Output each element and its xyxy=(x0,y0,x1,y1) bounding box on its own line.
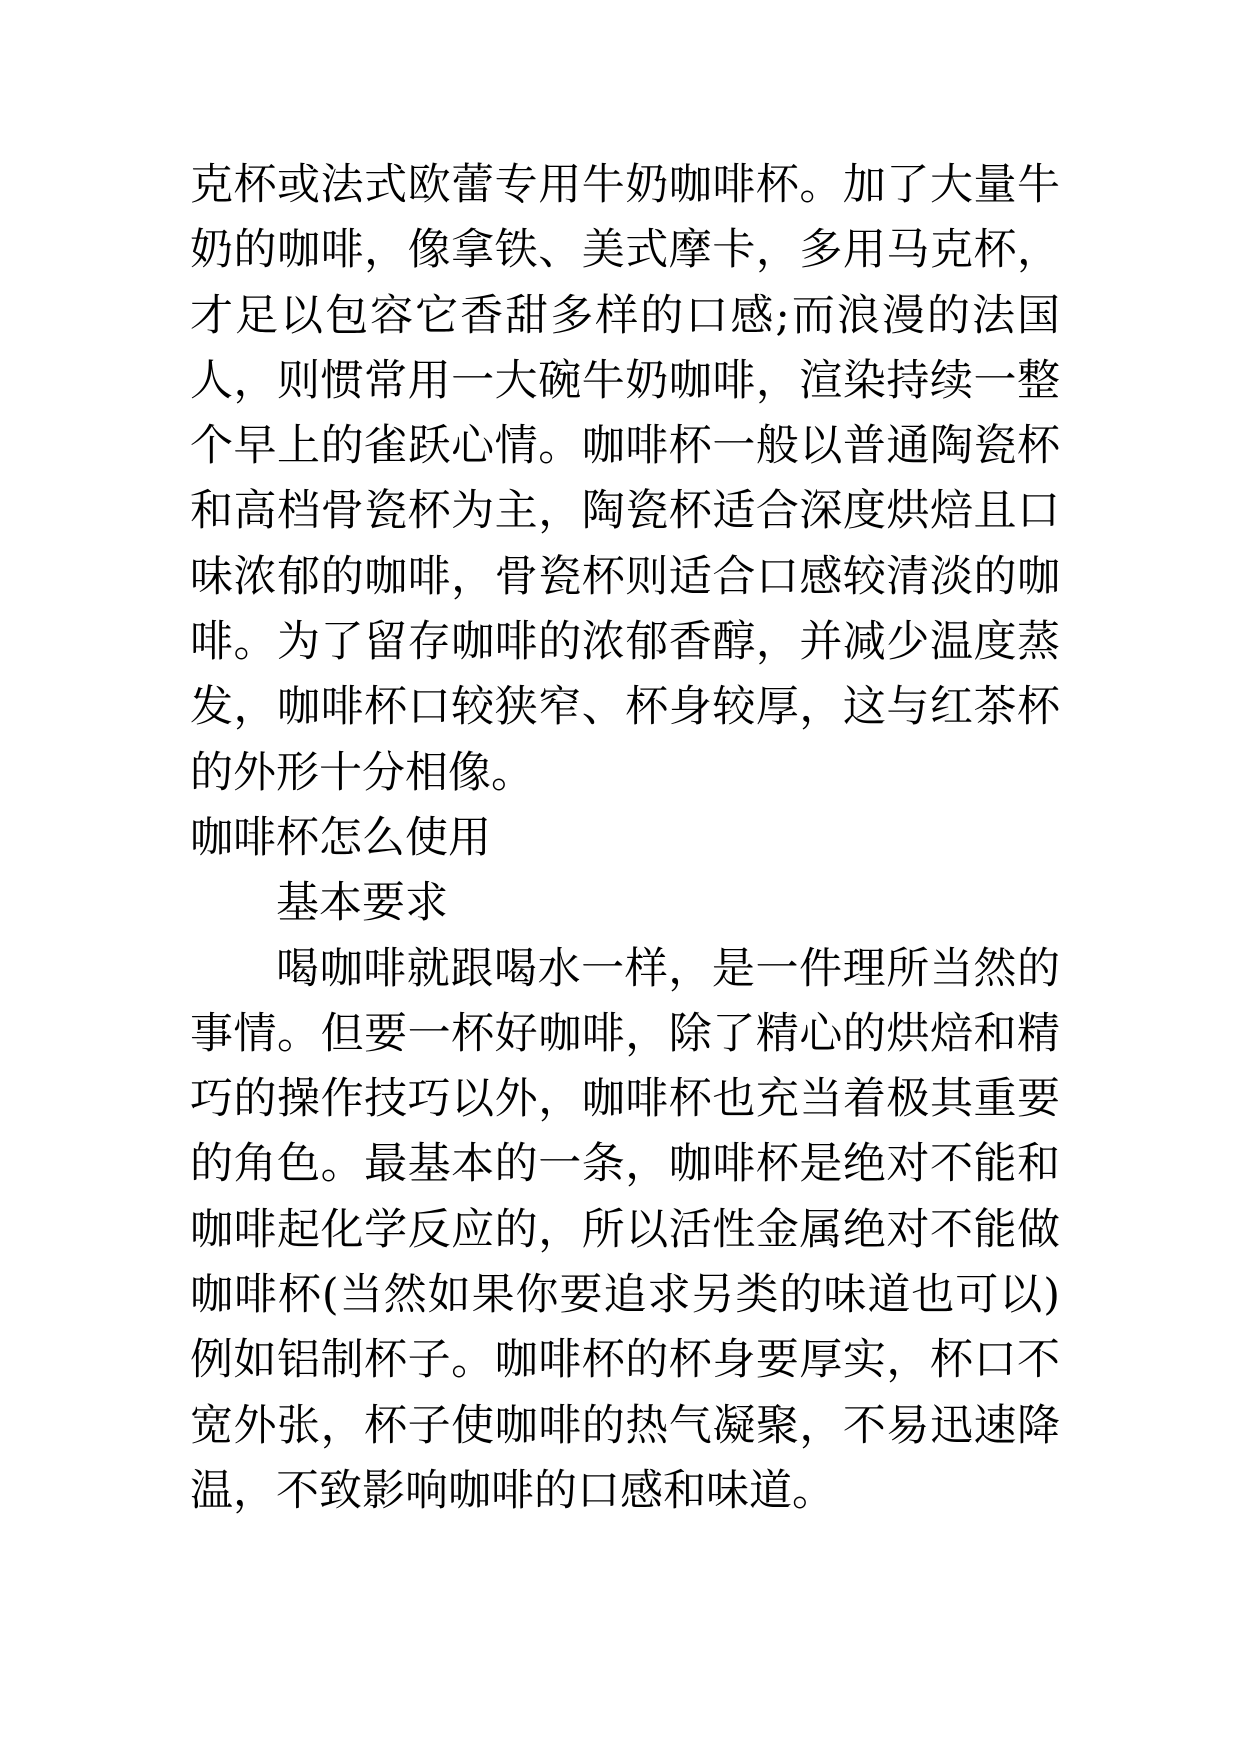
section-heading-how-to-use: 咖啡杯怎么使用 xyxy=(190,812,491,863)
document-page xyxy=(190,153,1060,1524)
paragraph-basic-requirements: 喝咖啡就跟喝水一样，是一件理所当然的事情。但要一杯好咖啡，除了精心的烘焙和精巧的操作技巧以外，咖啡杯也充当着极其重要的角色。最基本的一条，咖啡杯是绝对不能和咖啡起化学反应的，所以活性金属绝对不能做咖啡杯(当然如果你要追求另类的味道也可以)例如铝制杯子。咖啡杯的杯身要厚实，杯口不宽外张，杯子使咖啡的热气凝聚，不易迅速降温，不致影响咖啡的口感和味道。 xyxy=(190,943,1060,1516)
paragraph-coffee-cup-types: 克杯或法式欧蕾专用牛奶咖啡杯。加了大量牛奶的咖啡，像拿铁、美式摩卡，多用马克杯，才足以包容它香甜多样的口感;而浪漫的法国人，则惯常用一大碗牛奶咖啡，渲染持续一整个早上的雀跃心情。咖啡杯一般以普通陶瓷杯和高档骨瓷杯为主，陶瓷杯适合深度烘焙且口味浓郁的咖啡，骨瓷杯则适合口感较清淡的咖啡。为了留存咖啡的浓郁香醇，并减少温度蒸发，咖啡杯口较狭窄、杯身较厚，这与红茶杯的外形十分相像。 xyxy=(190,160,1060,798)
subsection-heading-basic-requirements: 基本要求 xyxy=(276,878,448,929)
